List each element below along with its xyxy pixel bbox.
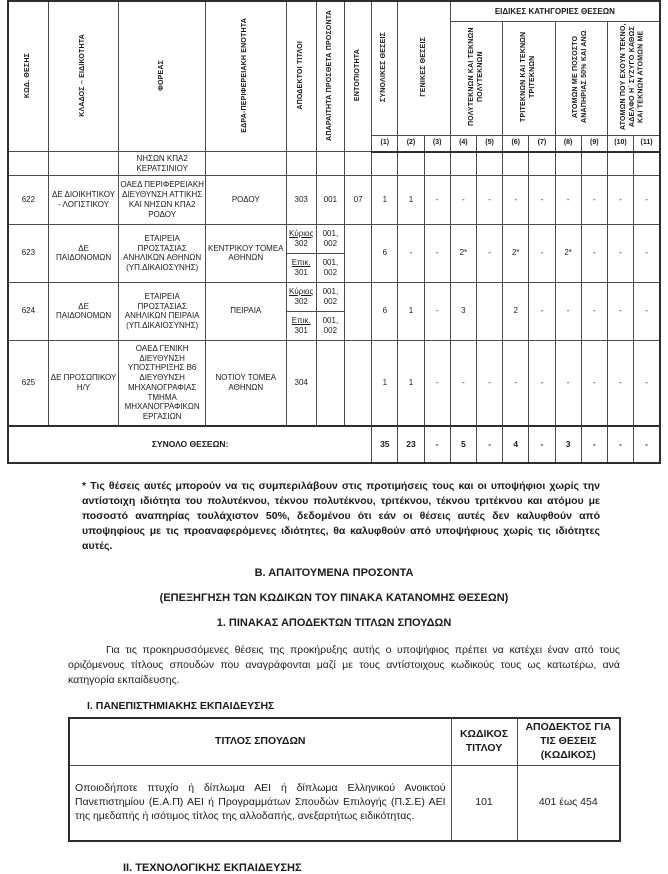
row624-v3: - xyxy=(424,282,450,340)
row622-v2: 1 xyxy=(398,175,424,224)
col-header-klados-label: ΚΛΑΔΟΣ – ΕΙΔΙΚΟΤΗΤΑ xyxy=(79,33,87,117)
row625-v5: - xyxy=(476,340,502,426)
row624-foreas: ΕΤΑΙΡΕΙΑ ΠΡΟΣΤΑΣΙΑΣ ΑΝΗΛΙΚΩΝ ΠΕΙΡΑΙΑ (ΥΠ.ΔΙΚΑΙΟΣΥΝΗΣ) xyxy=(119,282,206,340)
special-categories-band: ΕΙΔΙΚΕΣ ΚΑΤΗΓΟΡΙΕΣ ΘΕΣΕΩΝ xyxy=(450,1,660,22)
row624-v11: - xyxy=(634,282,660,340)
row625-klados: ΔΕ ΠΡΟΣΩΠΙΚΟΥ Η/Υ xyxy=(48,340,119,426)
row622-v1: 1 xyxy=(372,175,398,224)
total-v6: 4 xyxy=(503,426,529,463)
row625-v7: - xyxy=(529,340,555,426)
col-header-entopiotita-label: ΕΝΤΟΠΙΟΤΗΤΑ xyxy=(353,49,361,102)
carry-v3 xyxy=(424,152,450,176)
num-col-4: (4) xyxy=(450,135,476,152)
row624-prosonta-alt: 001, 002 xyxy=(316,311,344,340)
edu-header-apodektos: ΑΠΟΔΕΚΤΟΣ ΓΙΑ ΤΙΣ ΘΕΣΕΙΣ (ΚΩΔΙΚΟΣ) xyxy=(517,718,620,765)
edu-title-text: Οποιοδήποτε πτυχίο ή δίπλωμα ΑΕΙ ή δίπλωμα Ελληνικού Ανοικτού Πανεπιστημίου (Ε.Α.Π) ΑΕΙ ή Προγραμμάτων Σπουδών Επιλογής (Π.Σ.Ε) ΑΕΙ της ημεδαπής ή ισότιμος τίτλος της αλλοδαπής, ανεξαρτήτως ειδικότητας. xyxy=(69,765,451,841)
totals-label: ΣΥΝΟΛΟ ΘΕΣΕΩΝ: xyxy=(8,426,372,463)
row625-edra: ΝΟΤΙΟΥ ΤΟΜΕΑ ΑΘΗΝΩΝ xyxy=(205,340,286,426)
row625-v4: - xyxy=(450,340,476,426)
col-header-klados xyxy=(48,1,119,152)
col-header-syggenon xyxy=(607,22,660,136)
carry-edra-cell xyxy=(205,152,286,176)
edu-accepted-positions: 401 έως 454 xyxy=(517,765,620,841)
carry-v4 xyxy=(450,152,476,176)
row622-v8: - xyxy=(555,175,581,224)
num-col-6: (6) xyxy=(503,135,529,152)
totals-row xyxy=(8,426,660,463)
col-header-genikes xyxy=(398,1,450,135)
carry-titlos-cell xyxy=(286,152,316,176)
col-header-prosonta-label: ΑΠΑΡΑΙΤΗΤΑ ΠΡΟΣΘΕΤΑ ΠΡΟΣΟΝΤΑ xyxy=(326,9,334,141)
row624-titlos-alt-label: Επικ. xyxy=(291,315,311,325)
row624-klados: ΔΕ ΠΑΙΔΟΝΟΜΩΝ xyxy=(48,282,119,340)
num-col-5: (5) xyxy=(476,135,502,152)
row622-titlos: 303 xyxy=(286,175,316,224)
num-col-3: (3) xyxy=(424,135,450,152)
col-header-kod-thesis xyxy=(8,1,48,152)
row622-foreas: ΟΑΕΔ ΠΕΡΙΦΕΡΕΙΑΚΗ ΔΙΕΥΘΥΝΣΗ ΑΤΤΙΚΗΣ ΚΑΙ ΝΗΣΩΝ ΚΠΑ2 ΡΟΔΟΥ xyxy=(119,175,206,224)
total-v2: 23 xyxy=(398,426,424,463)
header-band-row xyxy=(8,1,660,22)
num-col-9: (9) xyxy=(581,135,607,152)
row624-v2: 1 xyxy=(398,282,424,340)
row622-v11: - xyxy=(634,175,660,224)
col-header-polyteknon xyxy=(450,22,502,136)
carry-v8 xyxy=(555,152,581,176)
row624-v9: - xyxy=(581,282,607,340)
row625-entopiotita xyxy=(345,340,372,426)
carry-v9 xyxy=(581,152,607,176)
carry-v10 xyxy=(607,152,633,176)
edu-title-code: 101 xyxy=(451,765,517,841)
carry-v11 xyxy=(634,152,660,176)
edu-header-titlos: ΤΙΤΛΟΣ ΣΠΟΥΔΩΝ xyxy=(69,718,451,765)
row623-titlos-main-label: Κύριος xyxy=(289,228,314,238)
col-header-synolikes xyxy=(372,1,398,135)
row622-entopiotita: 07 xyxy=(345,175,372,224)
carry-v7 xyxy=(529,152,555,176)
row625-v8: - xyxy=(555,340,581,426)
row624-prosonta-main: 001, 002 xyxy=(316,282,344,311)
carryover-row xyxy=(8,152,660,176)
row625-v1: 1 xyxy=(372,340,398,426)
position-row-624 xyxy=(8,282,660,311)
col-header-edra xyxy=(205,1,286,152)
position-row-625 xyxy=(8,340,660,426)
row623-prosonta-main: 001, 002 xyxy=(316,224,344,253)
carry-v6 xyxy=(503,152,529,176)
asterisk-footnote: * Τις θέσεις αυτές μπορούν να τις συμπεριλάβουν στις προτιμήσεις τους και οι υποψήφιοι χωρίς την αντίστοιχη ιδιότητα του πολυτέκνου, τέκνου πολυτέκνου, τριτέκνου, τέκνου τριτέκνου και ατόμου με ποσοστό αναπηρίας τουλάχιστον 50%, δεδομένου ότι εάν οι θέσεις αυτές δεν καλυφθούν από υποψηφίους με τις προαναφερόμενες ιδιότητες, θα καλυφθούν από υποψήφιους χωρίς τις ιδιότητες αυτές. xyxy=(82,479,600,553)
col-header-foreas xyxy=(119,1,206,152)
col-header-anapirias-label: ΑΤΟΜΩΝ ΜΕ ΠΟΣΟΣΤΟ ΑΝΑΠΗΡΙΑΣ 50% ΚΑΙ ΑΝΩ xyxy=(572,30,589,124)
row623-v10: - xyxy=(607,224,633,282)
num-col-10: (10) xyxy=(607,135,633,152)
carry-entopiotita-cell xyxy=(345,152,372,176)
university-titles-table xyxy=(68,717,621,842)
row625-v2: 1 xyxy=(398,340,424,426)
row622-v7: - xyxy=(529,175,555,224)
num-col-2: (2) xyxy=(398,135,424,152)
carry-foreas-cell: ΝΗΣΩΝ ΚΠΑ2 ΚΕΡΑΤΣΙΝΙΟΥ xyxy=(119,152,206,176)
row623-prosonta-alt: 001, 002 xyxy=(316,253,344,282)
carry-v1 xyxy=(372,152,398,176)
col-header-foreas-label: ΦΟΡΕΑΣ xyxy=(157,59,165,91)
row624-v4: 3 xyxy=(450,282,476,340)
row624-titlos-alt-code: 301 xyxy=(294,325,308,335)
col-header-syggenon-label: ΑΤΟΜΩΝ ΠΟΥ ΕΧΟΥΝ ΤΕΚΝΟ, ΑΔΕΛΦΟ Η΄ ΣΥΖΥΓΟ ΚΑΘΩΣ ΚΑΙ ΤΕΚΝΩΝ ΑΤΟΜΩΝ ΜΕ xyxy=(620,23,645,131)
row623-v4: 2* xyxy=(450,224,476,282)
col-header-entopiotita xyxy=(345,1,372,152)
row624-titlos-alt xyxy=(286,311,316,340)
num-col-7: (7) xyxy=(529,135,555,152)
row624-code: 624 xyxy=(8,282,48,340)
col-header-genikes-label: ΓΕΝΙΚΕΣ ΘΕΣΕΙΣ xyxy=(419,37,427,97)
col-header-polyteknon-label: ΠΟΛΥΤΕΚΝΩΝ ΚΑΙ ΤΕΚΝΩΝ ΠΟΛΥΤΕΚΝΩΝ xyxy=(467,27,484,127)
row623-v8: 2* xyxy=(555,224,581,282)
row625-prosonta xyxy=(316,340,344,426)
row623-titlos-alt-code: 301 xyxy=(294,267,308,277)
row624-titlos-main-code: 302 xyxy=(294,296,308,306)
row625-v3: - xyxy=(424,340,450,426)
row625-v10: - xyxy=(607,340,633,426)
col-header-prosonta xyxy=(316,1,344,152)
row624-titlos-main-label: Κύριος xyxy=(289,286,314,296)
row623-code: 623 xyxy=(8,224,48,282)
row623-v2: - xyxy=(398,224,424,282)
positions-table xyxy=(7,0,661,464)
total-v1: 35 xyxy=(372,426,398,463)
total-v9: - xyxy=(581,426,607,463)
row624-v1: 6 xyxy=(372,282,398,340)
heading-accepted-titles-table: 1. ΠΙΝΑΚΑΣ ΑΠΟΔΕΚΤΩΝ ΤΙΤΛΩΝ ΣΠΟΥΔΩΝ xyxy=(216,617,452,630)
row623-v7: - xyxy=(529,224,555,282)
total-v8: 3 xyxy=(555,426,581,463)
row622-v4: - xyxy=(450,175,476,224)
carry-prosonta-cell xyxy=(316,152,344,176)
row625-v6: - xyxy=(503,340,529,426)
row625-titlos: 304 xyxy=(286,340,316,426)
edu-data-row xyxy=(69,765,620,841)
total-v5: - xyxy=(476,426,502,463)
row622-edra: ΡΟΔΟΥ xyxy=(205,175,286,224)
row623-klados: ΔΕ ΠΑΙΔΟΝΟΜΩΝ xyxy=(48,224,119,282)
carry-klados-cell xyxy=(48,152,119,176)
row623-edra: ΚΕΝΤΡΙΚΟΥ ΤΟΜΕΑ ΑΘΗΝΩΝ xyxy=(205,224,286,282)
row623-v6: 2* xyxy=(503,224,529,282)
row625-foreas: ΟΑΕΔ ΓΕΝΙΚΗ ΔΙΕΥΘΥΝΣΗ ΥΠΟΣΤΗΡΙΞΗΣ Β6 ΔΙΕΥΘΥΝΣΗ ΜΗΧΑΝΟΓΡΑΦΙΑΣ ΤΜΗΜΑ ΜΗΧΑΝΟΓΡΑΦΙΚΩΝ ΕΡΓΑΣΙΩΝ xyxy=(119,340,206,426)
row623-titlos-main xyxy=(286,224,316,253)
row623-titlos-main-code: 302 xyxy=(294,238,308,248)
row622-prosonta: 001 xyxy=(316,175,344,224)
row624-entopiotita xyxy=(345,282,372,340)
row623-entopiotita xyxy=(345,224,372,282)
row625-code: 625 xyxy=(8,340,48,426)
row623-titlos-alt xyxy=(286,253,316,282)
heading-required-qualifications: Β. ΑΠΑΙΤΟΥΜΕΝΑ ΠΡΟΣΟΝΤΑ xyxy=(254,567,414,580)
row623-v9: - xyxy=(581,224,607,282)
row623-foreas: ΕΤΑΙΡΕΙΑ ΠΡΟΣΤΑΣΙΑΣ ΑΝΗΛΙΚΩΝ ΑΘΗΝΩΝ (ΥΠ.ΔΙΚΑΙΟΣΥΝΗΣ) xyxy=(119,224,206,282)
total-v4: 5 xyxy=(450,426,476,463)
row622-v10: - xyxy=(607,175,633,224)
row624-v7: - xyxy=(529,282,555,340)
col-header-apodektoi-titloi xyxy=(286,1,316,152)
row624-v8: - xyxy=(555,282,581,340)
edu-header-kodikos: ΚΩΔΙΚΟΣ ΤΙΤΛΟΥ xyxy=(451,718,517,765)
total-v3: - xyxy=(424,426,450,463)
carry-v5 xyxy=(476,152,502,176)
position-row-623 xyxy=(8,224,660,253)
row624-titlos-main xyxy=(286,282,316,311)
row623-v1: 6 xyxy=(372,224,398,282)
col-header-synolikes-label: ΣΥΝΟΛΙΚΕΣ ΘΕΣΕΙΣ xyxy=(380,32,388,102)
row622-v6: - xyxy=(503,175,529,224)
row624-v10: - xyxy=(607,282,633,340)
row624-v6: 2 xyxy=(503,282,529,340)
col-header-apodektoi-titloi-label: ΑΠΟΔΕΚΤΟΙ ΤΙΤΛΟΙ xyxy=(296,40,304,110)
col-header-edra-label: ΕΔΡΑ-ΠΕΡΙΦΕΡΕΙΑΚΗ ΕΝΟΤΗΤΑ xyxy=(241,17,249,133)
row622-klados: ΔΕ ΔΙΟΙΚΗΤΙΚΟΥ - ΛΟΓΙΣΤΙΚΟΥ xyxy=(48,175,119,224)
row623-v11: - xyxy=(634,224,660,282)
row622-v9: - xyxy=(581,175,607,224)
row622-v5: - xyxy=(476,175,502,224)
heading-codes-explanation: (ΕΠΕΞΗΓΗΣΗ ΤΩΝ ΚΩΔΙΚΩΝ ΤΟΥ ΠΙΝΑΚΑ ΚΑΤΑΝΟΜΗΣ ΘΕΣΕΩΝ) xyxy=(159,592,509,605)
section-university-education: Ι. ΠΑΝΕΠΙΣΤΗΜΙΑΚΗΣ ΕΚΠΑΙΔΕΥΣΗΣ xyxy=(87,700,275,713)
num-col-1: (1) xyxy=(372,135,398,152)
edu-header-row xyxy=(69,718,620,765)
carry-v2 xyxy=(398,152,424,176)
intro-paragraph: Για τις προκηρυσσόμενες θέσεις της προκήρυξης αυτής ο υποψήφιος πρέπει να κατέχει έναν από τους οριζόμενους τίτλους σπουδών που αναγράφονται μαζί με τους αντίστοιχους κωδικούς τους ως κατωτέρω, ανά κατηγορία εκπαίδευσης. xyxy=(68,644,620,686)
position-row-622 xyxy=(8,175,660,224)
num-col-8: (8) xyxy=(555,135,581,152)
total-v10: - xyxy=(607,426,633,463)
num-col-11: (11) xyxy=(634,135,660,152)
row625-v9: - xyxy=(581,340,607,426)
row624-v5 xyxy=(476,282,502,340)
row623-titlos-alt-label: Επικ. xyxy=(291,257,311,267)
total-v7: - xyxy=(529,426,555,463)
row622-code: 622 xyxy=(8,175,48,224)
row623-v3: - xyxy=(424,224,450,282)
row622-v3: - xyxy=(424,175,450,224)
col-header-triteknon xyxy=(503,22,555,136)
total-v11: - xyxy=(634,426,660,463)
row623-v5: - xyxy=(476,224,502,282)
row625-v11: - xyxy=(634,340,660,426)
col-header-kod-thesis-label: ΚΩΔ. ΘΕΣΗΣ xyxy=(24,52,32,98)
row624-edra: ΠΕΙΡΑΙΑ xyxy=(205,282,286,340)
col-header-anapirias xyxy=(555,22,607,136)
col-header-triteknon-label: ΤΡΙΤΕΚΝΩΝ ΚΑΙ ΤΕΚΝΩΝ ΤΡΙΤΕΚΝΩΝ xyxy=(520,31,536,123)
carry-code-cell xyxy=(8,152,48,176)
section-technological-education: ΙΙ. ΤΕΧΝΟΛΟΓΙΚΗΣ ΕΚΠΑΙΔΕΥΣΗΣ xyxy=(123,861,302,874)
